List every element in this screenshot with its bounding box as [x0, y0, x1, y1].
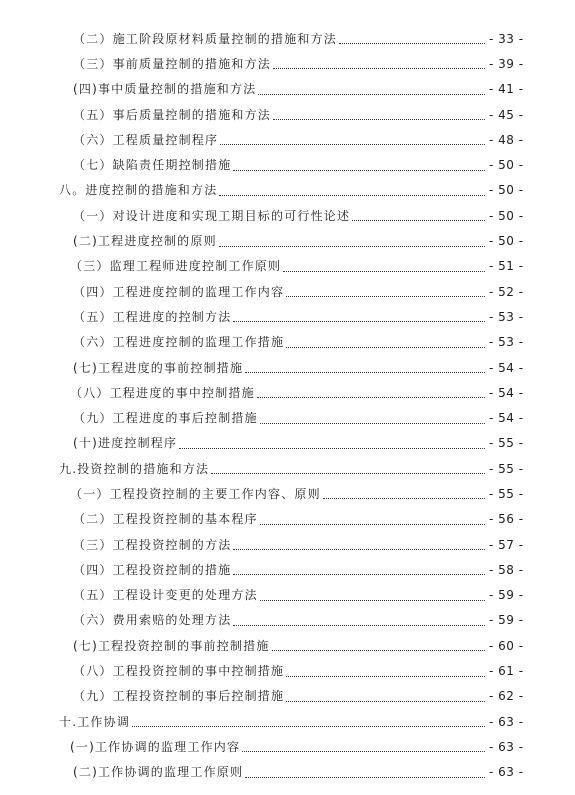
toc-page-number: - 54 -	[489, 360, 524, 375]
toc-dot-leader	[179, 447, 485, 449]
toc-subsection-row[interactable]	[0, 330, 575, 355]
toc-page-number: - 59 -	[489, 588, 524, 603]
toc-dot-leader	[257, 396, 485, 398]
toc-entry-title: (七)工程投资控制的事前控制措施	[73, 638, 270, 653]
toc-subsection-row[interactable]	[0, 254, 575, 279]
toc-dot-leader	[233, 624, 485, 626]
toc-dot-leader	[233, 169, 485, 171]
toc-subsection-row[interactable]	[0, 228, 575, 253]
toc-entry-title: （七）缺陷责任期控制措施	[73, 158, 232, 173]
toc-subsection-row[interactable]	[0, 26, 575, 51]
toc-page-number: - 53 -	[489, 335, 524, 350]
toc-subsection-row[interactable]	[0, 658, 575, 683]
toc-page-number: - 50 -	[489, 158, 524, 173]
toc-dot-leader	[273, 67, 485, 69]
toc-dot-leader	[258, 93, 485, 95]
toc-dot-leader	[132, 725, 485, 727]
toc-page-number: - 33 -	[489, 31, 524, 46]
toc-entry-title: （四）工程进度控制的监理工作内容	[73, 284, 285, 299]
toc-entry-title: (一)工作协调的监理工作内容	[70, 739, 241, 754]
toc-entry-title: 八。进度控制的措施和方法	[59, 183, 218, 198]
toc-dot-leader	[233, 320, 485, 322]
toc-subsection-row[interactable]	[0, 431, 575, 456]
toc-page-number: - 45 -	[489, 107, 524, 122]
toc-subsection-row[interactable]	[0, 583, 575, 608]
toc-page-number: - 53 -	[489, 309, 524, 324]
table-of-contents	[0, 26, 575, 785]
toc-page-number: - 61 -	[489, 664, 524, 679]
toc-page-number: - 50 -	[489, 234, 524, 249]
toc-page-number: - 50 -	[489, 208, 524, 223]
toc-page-number: - 39 -	[489, 56, 524, 71]
toc-subsection-row[interactable]	[0, 102, 575, 127]
toc-dot-leader	[339, 42, 485, 44]
toc-entry-title: （六）工程进度控制的监理工作措施	[73, 335, 285, 350]
toc-section-row[interactable]	[0, 178, 575, 203]
toc-dot-leader	[219, 194, 485, 196]
toc-entry-title: (十)进度控制程序	[73, 436, 178, 451]
toc-dot-leader	[245, 776, 485, 778]
toc-subsection-row[interactable]	[0, 405, 575, 430]
toc-subsection-row[interactable]	[0, 507, 575, 532]
toc-entry-title: （三）事前质量控制的措施和方法	[73, 56, 272, 71]
toc-dot-leader	[286, 675, 485, 677]
toc-subsection-row[interactable]	[0, 633, 575, 658]
toc-subsection-row[interactable]	[0, 203, 575, 228]
toc-subsection-row[interactable]	[0, 355, 575, 380]
toc-page-number: - 48 -	[489, 132, 524, 147]
toc-page-number: - 50 -	[489, 183, 524, 198]
toc-subsection-row[interactable]	[0, 557, 575, 582]
toc-dot-leader	[272, 649, 485, 651]
toc-entry-title: （一）工程投资控制的主要工作内容、原则	[70, 486, 321, 501]
toc-dot-leader	[286, 346, 485, 348]
toc-page-number: - 55 -	[489, 436, 524, 451]
toc-subsection-row[interactable]	[0, 304, 575, 329]
toc-entry-title: （三）工程投资控制的方法	[73, 537, 232, 552]
toc-entry-title: (七)工程进度的事前控制措施	[73, 360, 244, 375]
toc-entry-title: （五）事后质量控制的措施和方法	[73, 107, 272, 122]
toc-dot-leader	[260, 599, 485, 601]
toc-page-number: - 63 -	[489, 765, 524, 780]
toc-page-number: - 63 -	[489, 714, 524, 729]
toc-subsection-row[interactable]	[0, 608, 575, 633]
toc-page-number: - 60 -	[489, 638, 524, 653]
toc-dot-leader	[273, 118, 485, 120]
toc-entry-title: （四）工程投资控制的措施	[73, 562, 232, 577]
toc-section-row[interactable]	[0, 709, 575, 734]
toc-dot-leader	[286, 295, 485, 297]
toc-page-number: - 59 -	[489, 613, 524, 628]
toc-entry-title: （八）工程投资控制的事中控制措施	[73, 664, 285, 679]
toc-entry-title: （三）监理工程师进度控制工作原则	[70, 259, 282, 274]
toc-dot-leader	[220, 143, 485, 145]
toc-subsection-row[interactable]	[0, 77, 575, 102]
toc-dot-leader	[323, 497, 485, 499]
toc-subsection-row[interactable]	[0, 760, 575, 785]
toc-subsection-row[interactable]	[0, 279, 575, 304]
toc-entry-title: （二）工程投资控制的基本程序	[73, 512, 258, 527]
toc-subsection-row[interactable]	[0, 481, 575, 506]
toc-subsection-row[interactable]	[0, 684, 575, 709]
toc-subsection-row[interactable]	[0, 127, 575, 152]
toc-dot-leader	[283, 270, 485, 272]
toc-page-number: - 62 -	[489, 689, 524, 704]
toc-entry-title: （五）工程进度的控制方法	[73, 309, 232, 324]
toc-entry-title: （九）工程投资控制的事后控制措施	[73, 689, 285, 704]
toc-dot-leader	[242, 750, 485, 752]
toc-dot-leader	[286, 700, 485, 702]
toc-entry-title: (二)工作协调的监理工作原则	[73, 765, 244, 780]
toc-entry-title: （八）工程进度的事中控制措施	[70, 385, 255, 400]
toc-section-row[interactable]	[0, 456, 575, 481]
toc-page-number: - 55 -	[489, 461, 524, 476]
toc-entry-title: 九.投资控制的措施和方法	[59, 461, 210, 476]
toc-subsection-row[interactable]	[0, 152, 575, 177]
toc-dot-leader	[233, 548, 485, 550]
toc-dot-leader	[211, 472, 485, 474]
toc-subsection-row[interactable]	[0, 532, 575, 557]
toc-page-number: - 52 -	[489, 284, 524, 299]
toc-page-number: - 54 -	[489, 411, 524, 426]
toc-page-number: - 51 -	[489, 259, 524, 274]
toc-entry-title: (二)工程进度控制的原则	[73, 234, 217, 249]
toc-subsection-row[interactable]	[0, 734, 575, 759]
toc-dot-leader	[260, 523, 485, 525]
toc-dot-leader	[245, 371, 485, 373]
toc-page-number: - 54 -	[489, 385, 524, 400]
toc-page-number: - 63 -	[489, 739, 524, 754]
toc-page-number: - 57 -	[489, 537, 524, 552]
toc-entry-title: （六）费用索赔的处理方法	[73, 613, 232, 628]
toc-entry-title: （五）工程设计变更的处理方法	[73, 588, 258, 603]
toc-entry-title: （六）工程质量控制程序	[73, 132, 219, 147]
toc-dot-leader	[219, 245, 485, 247]
toc-entry-title: （二）施工阶段原材料质量控制的措施和方法	[73, 31, 338, 46]
toc-subsection-row[interactable]	[0, 380, 575, 405]
toc-page-number: - 55 -	[489, 486, 524, 501]
toc-entry-title: （一）对设计进度和实现工期目标的可行性论述	[73, 208, 351, 223]
toc-dot-leader	[352, 219, 485, 221]
toc-entry-title: （九）工程进度的事后控制措施	[73, 411, 258, 426]
toc-page-number: - 41 -	[489, 82, 524, 97]
toc-dot-leader	[260, 422, 485, 424]
toc-page-number: - 58 -	[489, 562, 524, 577]
toc-page-number: - 56 -	[489, 512, 524, 527]
toc-entry-title: 十.工作协调	[59, 714, 131, 729]
toc-dot-leader	[233, 573, 485, 575]
toc-subsection-row[interactable]	[0, 51, 575, 76]
toc-entry-title: (四)事中质量控制的措施和方法	[73, 82, 257, 97]
